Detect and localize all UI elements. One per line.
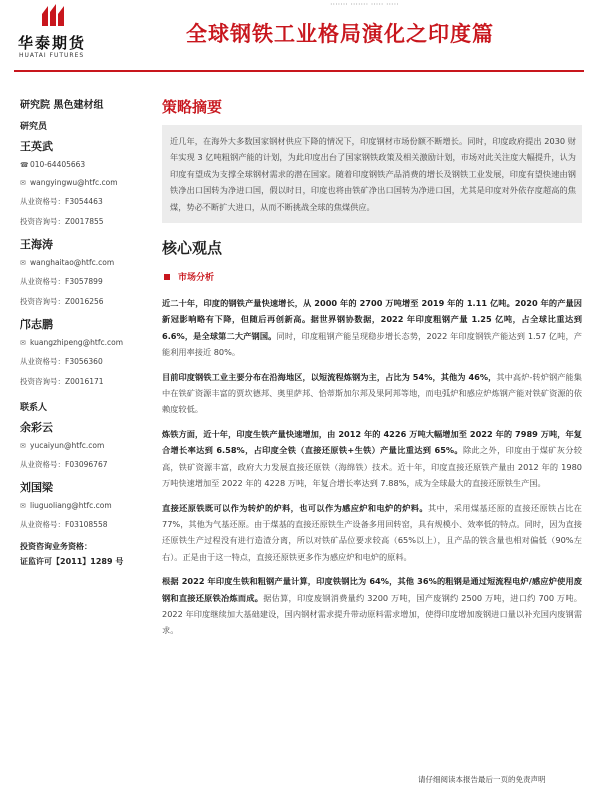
qualification-number: 从业资格号：F03108558	[20, 520, 108, 529]
researcher-card	[20, 236, 138, 307]
researcher-name: 邝志鹏	[20, 318, 53, 331]
paragraph-body: 除此之外，印度由于煤矿灰分较高，铁矿资源丰富，政府大力发展直接还原铁（海绵铁）技术。近十年，印度直接还原铁产量由 2012 年的 1980 万吨快速增加至 2022 年的 4228 万吨，年复合增长率达到 7.88%，成为全球最大的直接还原铁生产国。	[162, 445, 582, 489]
analysis-paragraph	[162, 369, 582, 418]
phone-text: 010-64405663	[30, 160, 86, 169]
document-title: 全球钢铁工业格局演化之印度篇	[186, 22, 494, 46]
consulting-number: 投资咨询号：Z0017855	[20, 217, 104, 226]
disclaimer-note: 请仔细阅读本报告最后一页的免责声明	[418, 775, 546, 784]
paragraph-body: 据估算，印度废钢消费量约 3200 万吨，国产废钢约 2500 万吨，进口约 700 万吨。2022 年印度继续加大基础建设，国内钢材需求提升带动原料需求增加，使得印度增加废钢进口量以补充国内废钢需求。	[162, 592, 582, 636]
researcher-email[interactable]	[20, 258, 138, 267]
qualification-number: 从业资格号：F3057899	[20, 277, 103, 286]
summary-heading: 策略摘要	[162, 98, 223, 116]
phone-icon: ☎	[20, 161, 29, 169]
researcher-card	[20, 316, 138, 387]
analysis-paragraph	[162, 573, 582, 639]
analysis-paragraph	[162, 295, 582, 361]
qualification-number: 从业资格号：F3056360	[20, 357, 103, 366]
logo-text-en: HUATAI FUTURES	[19, 52, 85, 59]
researcher-heading: 研究员	[20, 122, 48, 132]
paragraph-body: 同时，印度粗钢产能呈现稳步增长态势，2022 年印度钢铁产能达到 1.57 亿吨，产能利用率接近 80%。	[162, 330, 582, 358]
consulting-number: 投资咨询号：Z0016171	[20, 377, 104, 386]
contact-card	[20, 419, 138, 470]
paragraph-lead: 目前印度钢铁工业主要分布在沿海地区，以短流程炼钢为主，占比为 54%，其他为 46%，	[162, 371, 497, 382]
license-block	[20, 539, 138, 569]
email-text[interactable]: liuguoliang@htfc.com	[30, 501, 112, 510]
email-icon: ✉	[20, 259, 26, 267]
square-bullet-icon	[164, 274, 170, 280]
researcher-email[interactable]	[20, 178, 138, 187]
email-icon: ✉	[20, 179, 26, 187]
email-text[interactable]: wanghaitao@htfc.com	[30, 258, 115, 267]
contact-name: 刘国梁	[20, 481, 53, 494]
qualification-number: 从业资格号：F03096767	[20, 460, 108, 469]
paragraph-lead: 近二十年，印度的钢铁产量快速增长，从 2000 年的 2700 万吨增至 2019 年的 1.11 亿吨。2020 年的产量因新冠影响略有下降，但随后再创新高。据世界钢协数据，2022 年印度粗钢产量 1.25 亿吨，占全球比重达到 6.6%，是全球第二大产钢国。	[162, 298, 582, 341]
email-text[interactable]: wangyingwu@htfc.com	[30, 178, 118, 187]
email-icon: ✉	[20, 502, 26, 510]
researcher-name: 王英武	[20, 140, 53, 153]
author-sidebar	[20, 96, 138, 569]
market-analysis-subhead	[162, 270, 582, 283]
analysis-paragraph	[162, 426, 582, 492]
contact-card	[20, 479, 138, 530]
email-text[interactable]: yucaiyun@htfc.com	[30, 441, 105, 450]
researcher-card	[20, 138, 138, 227]
researcher-name: 王海涛	[20, 238, 53, 251]
contact-email[interactable]	[20, 441, 138, 450]
paragraph-lead: 直接还原铁既可以作为转炉的炉料，也可以作为感应炉和电炉的炉料。	[162, 502, 428, 513]
logo-text-cn: 华泰期货	[18, 34, 87, 52]
researcher-email[interactable]	[20, 338, 138, 347]
email-text[interactable]: kuangzhipeng@htfc.com	[30, 338, 123, 347]
email-icon: ✉	[20, 442, 26, 450]
paragraph-body: 其中高炉-转炉钢产能集中在铁矿资源丰富的贾坎德邦、奥里萨邦、恰蒂斯加尔邦及果阿邦等地，而电弧炉和感应炉炼钢产能对铁矿资源的依赖度较低。	[162, 371, 582, 415]
contact-heading: 联系人	[20, 403, 48, 413]
analysis-paragraph	[162, 500, 582, 566]
license-label: 投资咨询业务资格：	[20, 542, 92, 551]
contact-email[interactable]	[20, 501, 138, 510]
core-heading: 核心观点	[162, 239, 223, 258]
consulting-number: 投资咨询号：Z0016256	[20, 297, 104, 306]
contact-name: 余彩云	[20, 421, 53, 434]
subhead-label: 市场分析	[178, 273, 215, 284]
email-icon: ✉	[20, 339, 26, 347]
researcher-phone	[20, 160, 138, 169]
paragraph-body: 其中，采用煤基还原的直接还原铁占比在 77%，其他为气基还原。由于煤基的直接还原铁生产设备多用回转窑，具有规模小、效率低的特点。同时，因为直接还原铁生产过程没有进行造渣分离，所以对铁矿品位要求较高（65%以上），且产品的铁含量也相对偏低（90%左右）。正是由于这一特点，直接还原铁更多作为感应炉和电炉的原料。	[162, 502, 582, 562]
qualification-number: 从业资格号：F3054463	[20, 197, 103, 206]
logo-mark-icon	[40, 4, 66, 28]
paragraph-lead: 炼铁方面，近十年，印度生铁产量快速增加，由 2012 年的 4226 万吨大幅增加至 2022 年的 7989 万吨，年复合增长率达到 6.58%，占印度全铁（直接还原铁+生铁）产量比重达到 65%。	[162, 428, 582, 456]
main-content	[162, 96, 582, 647]
header-divider	[14, 70, 584, 72]
paragraph-lead: 根据 2022 年印度生铁和粗钢产量计算，印度铁钢比为 64%，其他 36%的粗钢是通过短流程电炉/感应炉使用废钢和直接还原铁冶炼而成。	[162, 576, 582, 603]
license-value: 证监许可【2011】1289 号	[20, 557, 124, 566]
summary-text: 近几年，在海外大多数国家钢材供应下降的情况下，印度钢材市场份额不断增长。同时，印度政府提出 2030 财年实现 3 亿吨粗钢产能的计划，为此印度出台了国家钢铁政策及相关激励计划，市场对此关注度大幅提升，认为印度有望成为支撑全球钢材需求的潜在国家。随着印度钢铁产品消费的增长及钢铁工业发展，印度有望快速由钢铁净出口国转为净进口国，假以时日，印度也将由铁矿净出口国转为净进口国，尤其是印度对外依存度超高的焦煤，势必不断扩大进口，从而不断挑战全球的焦煤供应。	[162, 125, 582, 223]
company-logo	[14, 4, 134, 64]
department-label: 研究院 黑色建材组	[20, 100, 104, 111]
header-strip-text: ······· ······· ····· ·····	[330, 0, 399, 9]
